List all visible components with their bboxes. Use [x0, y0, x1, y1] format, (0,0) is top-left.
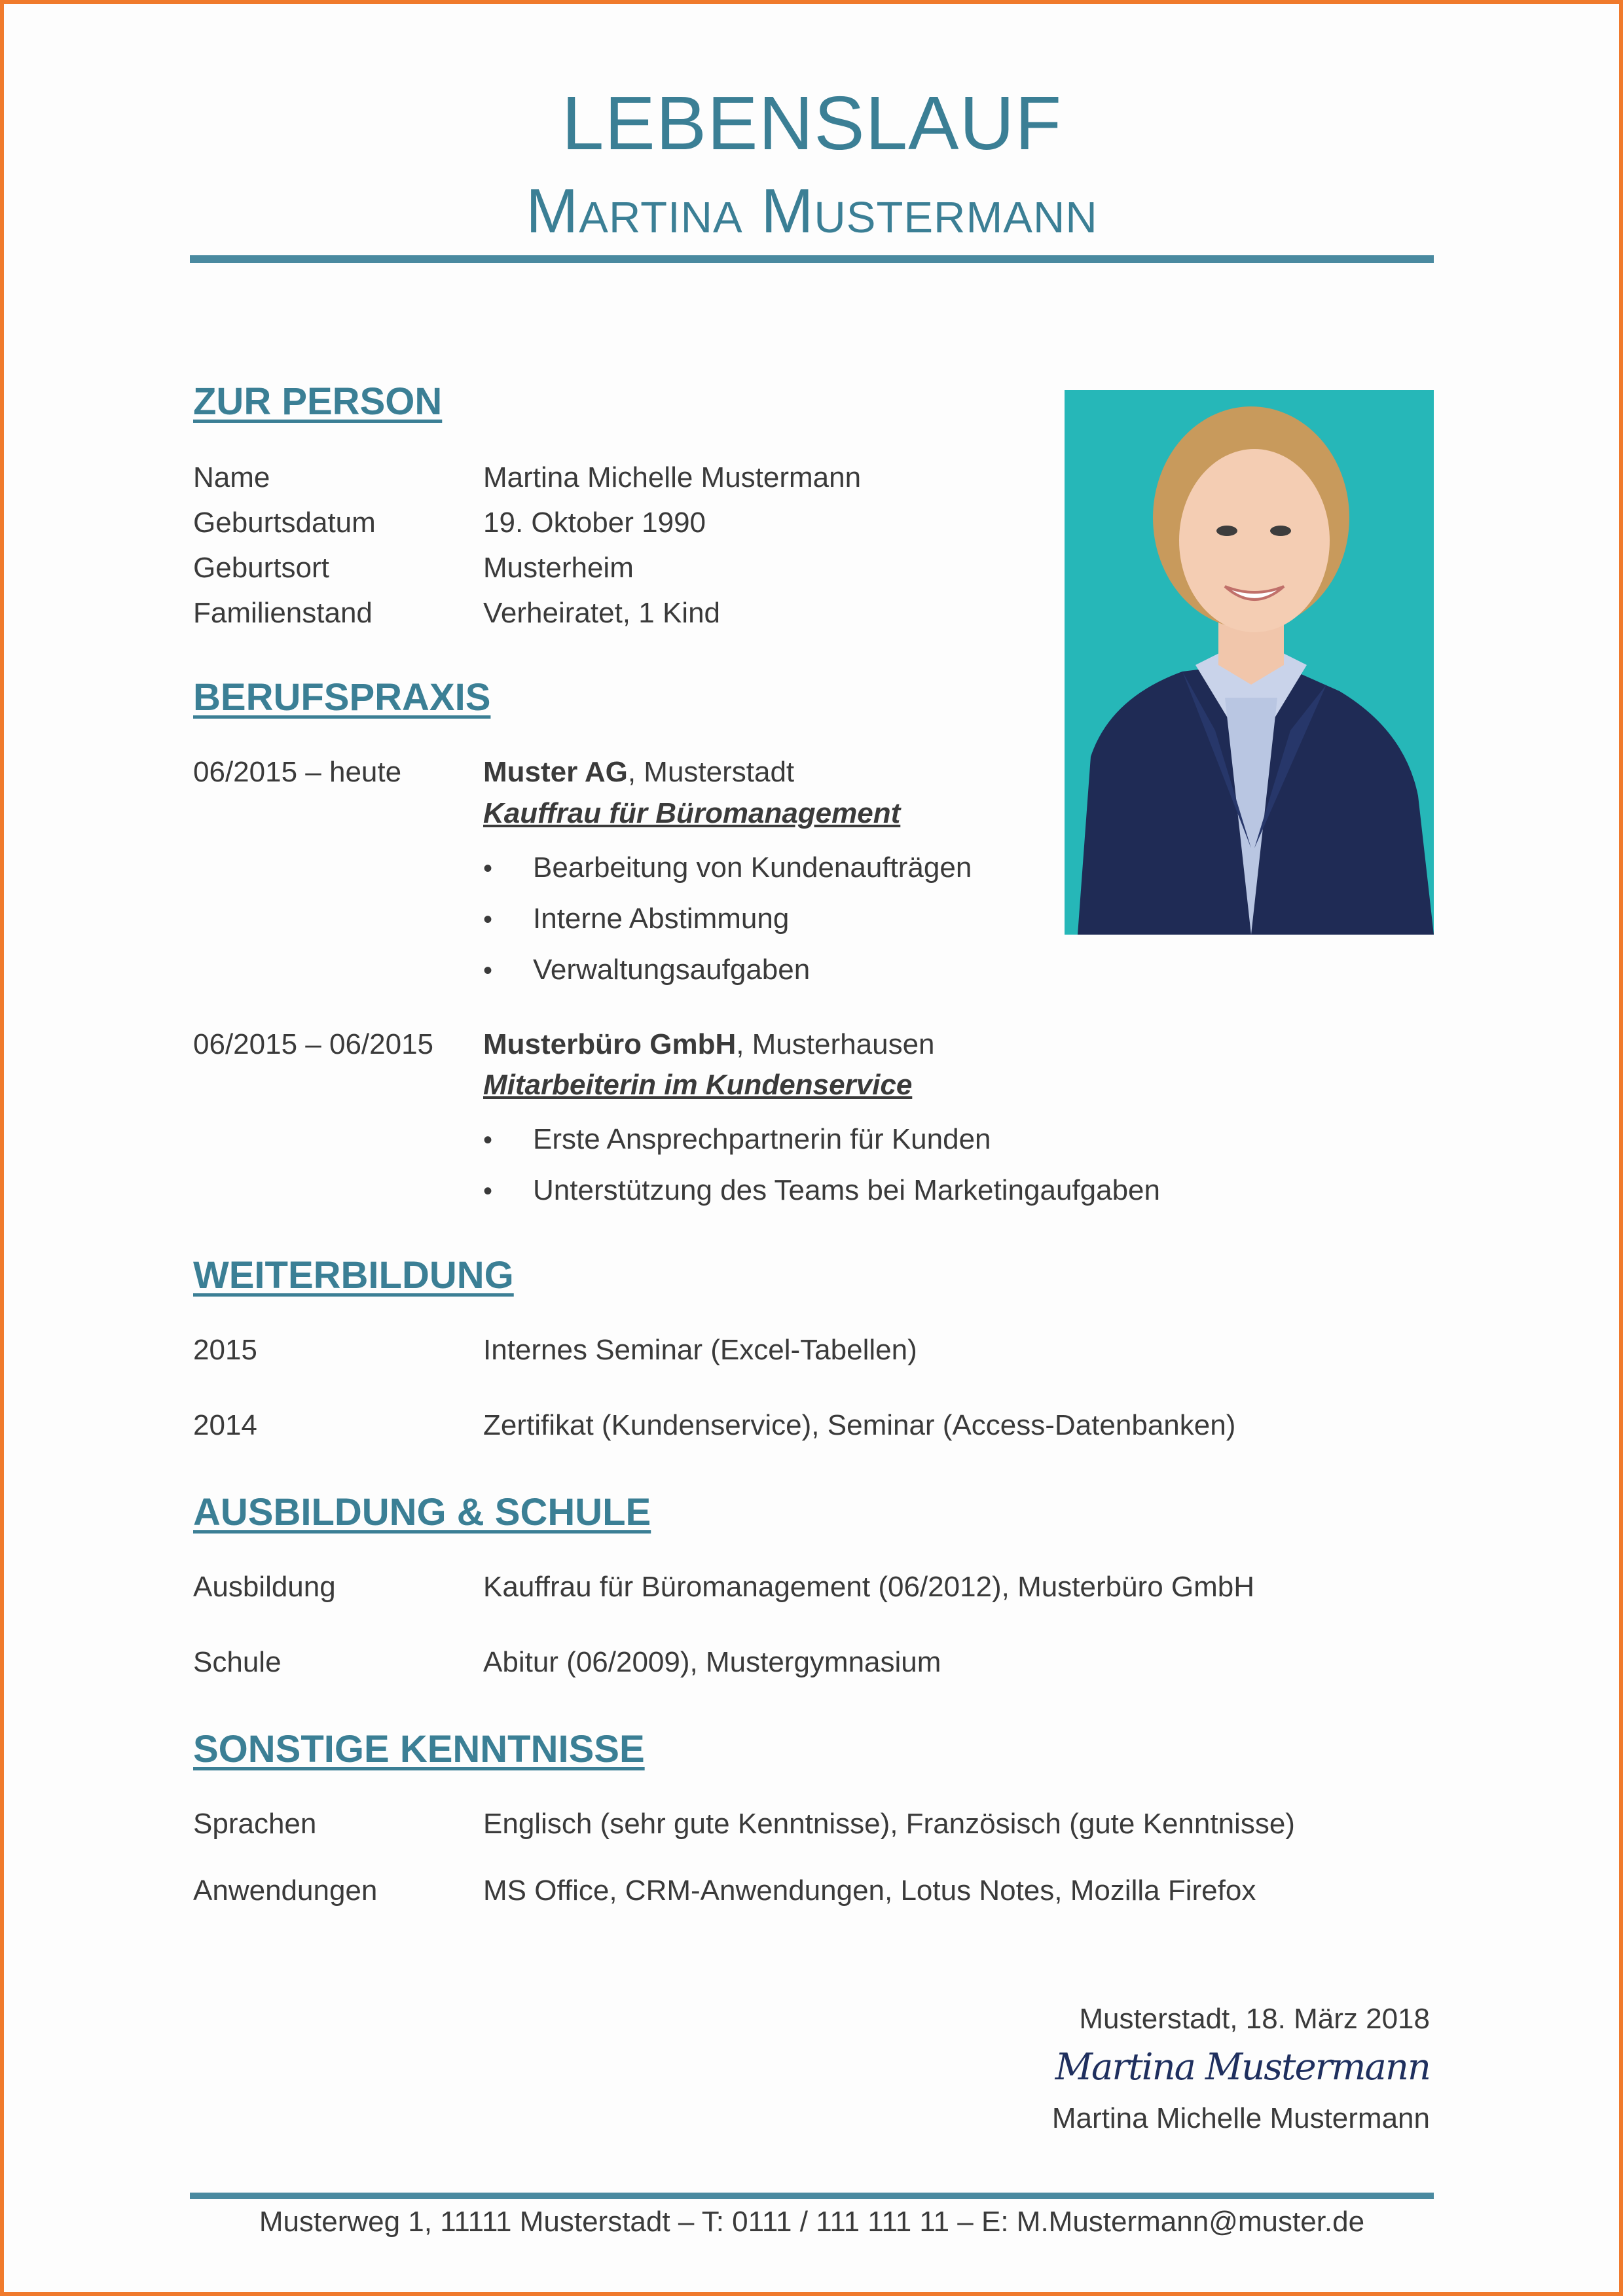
job-period: 06/2015 – 06/2015 [193, 1028, 434, 1060]
place-and-date: Musterstadt, 18. März 2018 [1079, 2003, 1430, 2035]
list-item [483, 1121, 991, 1158]
row-value: Englisch (sehr gute Kenntnisse), Französisch (gute Kenntnisse) [483, 1808, 1295, 1840]
bullet-icon: • [483, 905, 493, 934]
education-row [193, 1569, 1254, 1605]
job-title: Kauffrau für Büromanagement [483, 797, 901, 829]
person-row [193, 595, 720, 632]
person-row [193, 459, 861, 496]
job-employer [483, 754, 794, 791]
row-label: Name [193, 461, 270, 493]
signer-name: Martina Michelle Mustermann [1051, 2102, 1430, 2134]
row-label: Schule [193, 1646, 282, 1678]
handwritten-signature: Martina Mustermann [1055, 2046, 1430, 2089]
contact-footer: Musterweg 1, 11111 Musterstadt – T: 0111 / 111 111 11 – E: M.Mustermann@muster.de [259, 2206, 1365, 2238]
section-heading-experience: BERUFSPRAXIS [193, 676, 491, 719]
skills-row [193, 1806, 1295, 1842]
list-item-text: Verwaltungsaufgaben [533, 954, 811, 986]
row-value: Kauffrau für Büromanagement (06/2012), Musterbüro GmbH [483, 1571, 1255, 1603]
footer-divider [190, 2193, 1434, 2199]
section-heading-skills: SONSTIGE KENNTNISSE [193, 1728, 645, 1770]
bullet-icon: • [483, 854, 493, 883]
row-value: Verheiratet, 1 Kind [483, 597, 721, 629]
row-value: Zertifikat (Kundenservice), Seminar (Access-Datenbanken) [483, 1409, 1236, 1441]
training-row [193, 1407, 1235, 1444]
section-heading-education: AUSBILDUNG & SCHULE [193, 1491, 651, 1534]
section-heading-person: ZUR PERSON [193, 380, 443, 423]
list-item [483, 901, 789, 938]
bullet-icon: • [483, 1126, 493, 1155]
bullet-icon: • [483, 956, 493, 985]
row-value: Musterheim [483, 552, 634, 584]
row-value: Martina Michelle Mustermann [483, 461, 862, 493]
portrait-illustration [1065, 390, 1434, 935]
bullet-icon: • [483, 1177, 493, 1206]
list-item-text: Bearbeitung von Kundenaufträgen [533, 852, 972, 884]
education-row [193, 1644, 941, 1681]
row-label: 2015 [193, 1334, 257, 1366]
document-title: LEBENSLAUF [561, 81, 1063, 166]
row-value: Abitur (06/2009), Mustergymnasium [483, 1646, 941, 1678]
document-header [190, 77, 1434, 254]
job-entry [193, 1026, 935, 1063]
row-value: MS Office, CRM-Anwendungen, Lotus Notes, Mozilla Firefox [483, 1874, 1256, 1907]
person-row [193, 505, 706, 541]
row-value: 19. Oktober 1990 [483, 507, 706, 539]
list-item [483, 1172, 1160, 1210]
company-name: Muster AG [483, 756, 628, 788]
job-period: 06/2015 – heute [193, 756, 402, 788]
job-entry [193, 754, 794, 791]
row-label: Familienstand [193, 597, 373, 629]
list-item [483, 850, 972, 887]
row-label: Sprachen [193, 1808, 317, 1840]
section-heading-training: WEITERBILDUNG [193, 1254, 514, 1297]
row-value: Internes Seminar (Excel-Tabellen) [483, 1334, 917, 1366]
list-item-text: Erste Ansprechpartnerin für Kunden [533, 1123, 991, 1155]
row-label: Ausbildung [193, 1571, 336, 1603]
row-label: Geburtsort [193, 552, 329, 584]
row-label: 2014 [193, 1409, 257, 1441]
portrait-photo [1065, 390, 1434, 935]
skills-row [193, 1873, 1256, 1909]
list-item-text: Interne Abstimmung [533, 903, 790, 935]
list-item-text: Unterstützung des Teams bei Marketingaufgaben [533, 1174, 1160, 1206]
header-divider [190, 255, 1434, 263]
company-name: Musterbüro GmbH [483, 1028, 737, 1060]
list-item [483, 952, 810, 989]
applicant-name: Martina Mustermann [526, 176, 1098, 246]
company-location: , Musterstadt [627, 756, 795, 788]
training-row [193, 1332, 917, 1369]
person-row [193, 550, 634, 586]
row-label: Geburtsdatum [193, 507, 376, 539]
job-title: Mitarbeiterin im Kundenservice [483, 1069, 913, 1101]
row-label: Anwendungen [193, 1874, 378, 1907]
company-location: , Musterhausen [736, 1028, 935, 1060]
job-employer [483, 1026, 935, 1063]
